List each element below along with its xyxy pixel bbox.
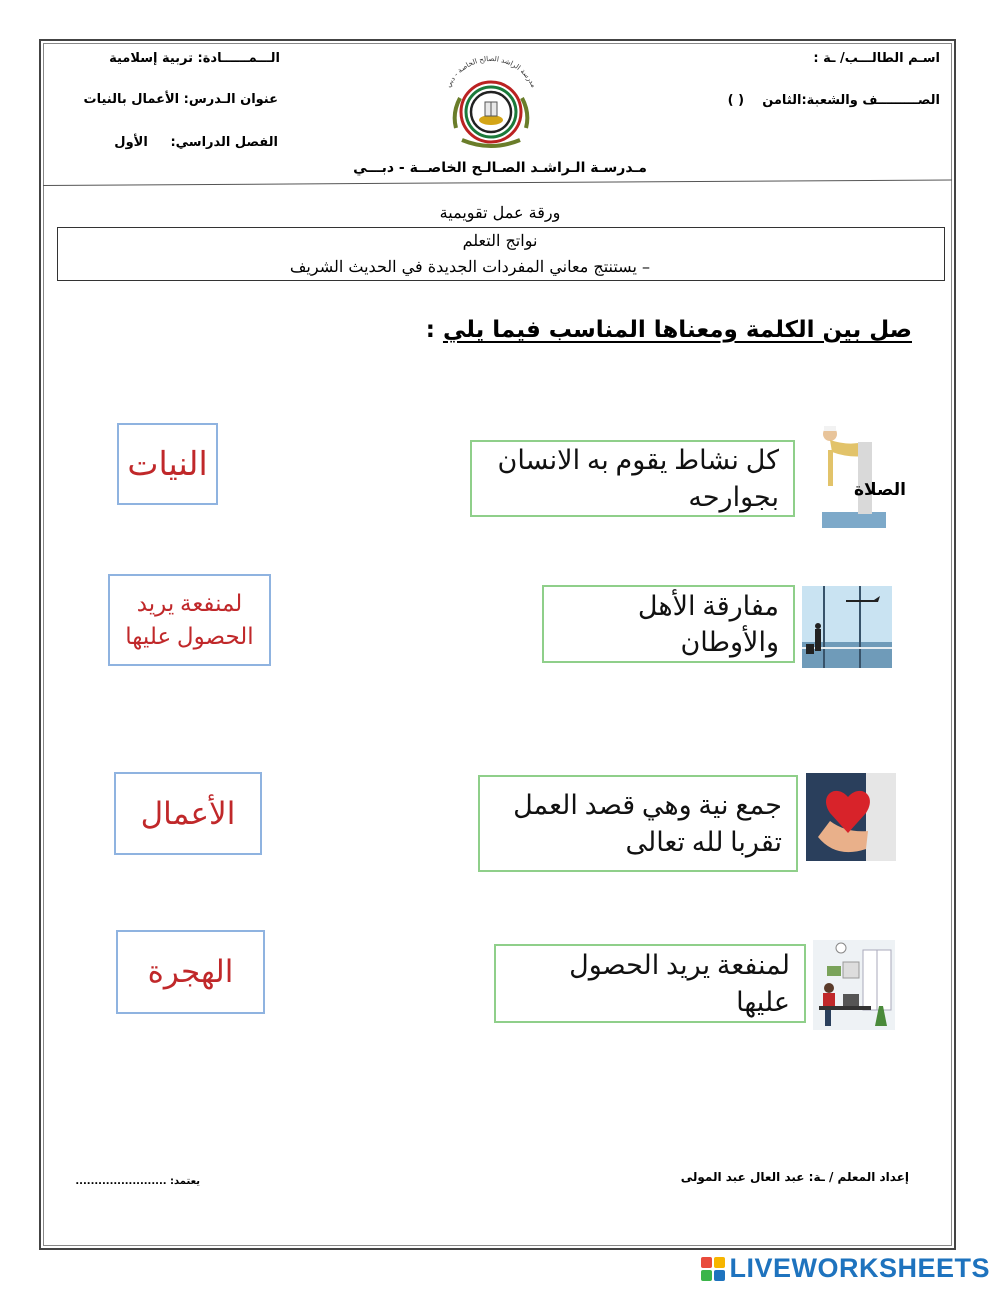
logo-arc-text: مدرسة الراشد الصالح الخاصة - دبي bbox=[444, 54, 538, 89]
grade-line bbox=[728, 93, 940, 108]
meaning-box[interactable] bbox=[494, 944, 806, 1023]
travel-image bbox=[802, 586, 892, 668]
student-name-line[interactable] bbox=[813, 51, 940, 66]
grade-value: الثامن bbox=[762, 93, 802, 108]
meaning-text: كل نشاط يقوم به الانسان بجوارحه bbox=[497, 445, 779, 512]
word-text: الهجرة bbox=[147, 954, 234, 989]
term-label: الفصل الدراسي: bbox=[170, 135, 278, 150]
school-logo bbox=[432, 48, 550, 160]
heart-in-hand-icon bbox=[806, 773, 896, 861]
word-box[interactable] bbox=[114, 772, 262, 855]
meaning-box[interactable] bbox=[470, 440, 795, 517]
instruction-suffix: : bbox=[425, 317, 435, 343]
lesson-label: عنوان الـدرس: bbox=[183, 92, 278, 107]
prepared-by: إعداد المعلم / ـة: عبد العال عبد المولى bbox=[680, 1170, 909, 1184]
liveworksheets-logo[interactable] bbox=[701, 1253, 990, 1284]
word-box[interactable] bbox=[117, 423, 218, 505]
school-name: مـدرسـة الـراشـد الصـالـح الخاصــة - دبـــي bbox=[353, 160, 647, 176]
meaning-text: مفارقة الأهل والأوطان bbox=[637, 590, 779, 657]
learning-outcomes-title: نواتج التعلم bbox=[462, 231, 538, 250]
grade-section-paren[interactable]: ( ) bbox=[727, 93, 745, 108]
worksheet-title: ورقة عمل تقويمية bbox=[439, 203, 561, 222]
subject-line bbox=[109, 51, 280, 66]
meaning-text: جمع نية وهي قصد العمل تقربا لله تعالى bbox=[513, 790, 782, 857]
word-text: الأعمال bbox=[140, 795, 236, 831]
lesson-value: الأعمال بالنيات bbox=[83, 92, 180, 107]
word-box[interactable] bbox=[116, 930, 265, 1014]
prayer-image-label: الصلاة bbox=[854, 480, 906, 500]
approved-line bbox=[75, 1176, 200, 1187]
approved-dots[interactable]: ........................ bbox=[75, 1176, 167, 1187]
grade-label: الصـــــــــف والشعبة: bbox=[801, 93, 940, 108]
meaning-text: لمنفعة يريد الحصول عليها bbox=[569, 950, 790, 1017]
word-text: النيات bbox=[127, 447, 208, 483]
learning-outcome-item: – يستنتج معاني المفردات الجديدة في الحديث الشريف bbox=[289, 257, 650, 276]
liveworksheets-grid-icon bbox=[701, 1257, 725, 1281]
term-value: الأول bbox=[114, 135, 148, 150]
office-image bbox=[813, 940, 895, 1030]
person-at-desk-icon bbox=[813, 940, 895, 1030]
lesson-line bbox=[84, 92, 278, 107]
prayer-image bbox=[808, 420, 906, 534]
term-line bbox=[114, 135, 278, 150]
meaning-box[interactable] bbox=[542, 585, 795, 663]
subject-value: تربية إسلامية bbox=[109, 51, 193, 66]
liveworksheets-wordmark: LIVEWORKSHEETS bbox=[729, 1253, 990, 1283]
student-label: اسـم الطالـــب/ ـة : bbox=[813, 51, 940, 66]
word-text: لمنفعة يريد الحصول عليها bbox=[125, 590, 254, 649]
airport-traveler-icon bbox=[802, 586, 892, 668]
approved-label: يعتمد: bbox=[170, 1176, 200, 1187]
instruction-text: صل بين الكلمة ومعناها المناسب فيما يلي bbox=[442, 317, 912, 343]
subject-label: الـــمــــــادة: bbox=[197, 51, 280, 66]
meaning-box[interactable] bbox=[478, 775, 798, 872]
intention-image bbox=[806, 773, 896, 861]
prayer-person-icon bbox=[808, 420, 900, 534]
word-box[interactable] bbox=[108, 574, 271, 666]
instruction bbox=[426, 317, 912, 343]
